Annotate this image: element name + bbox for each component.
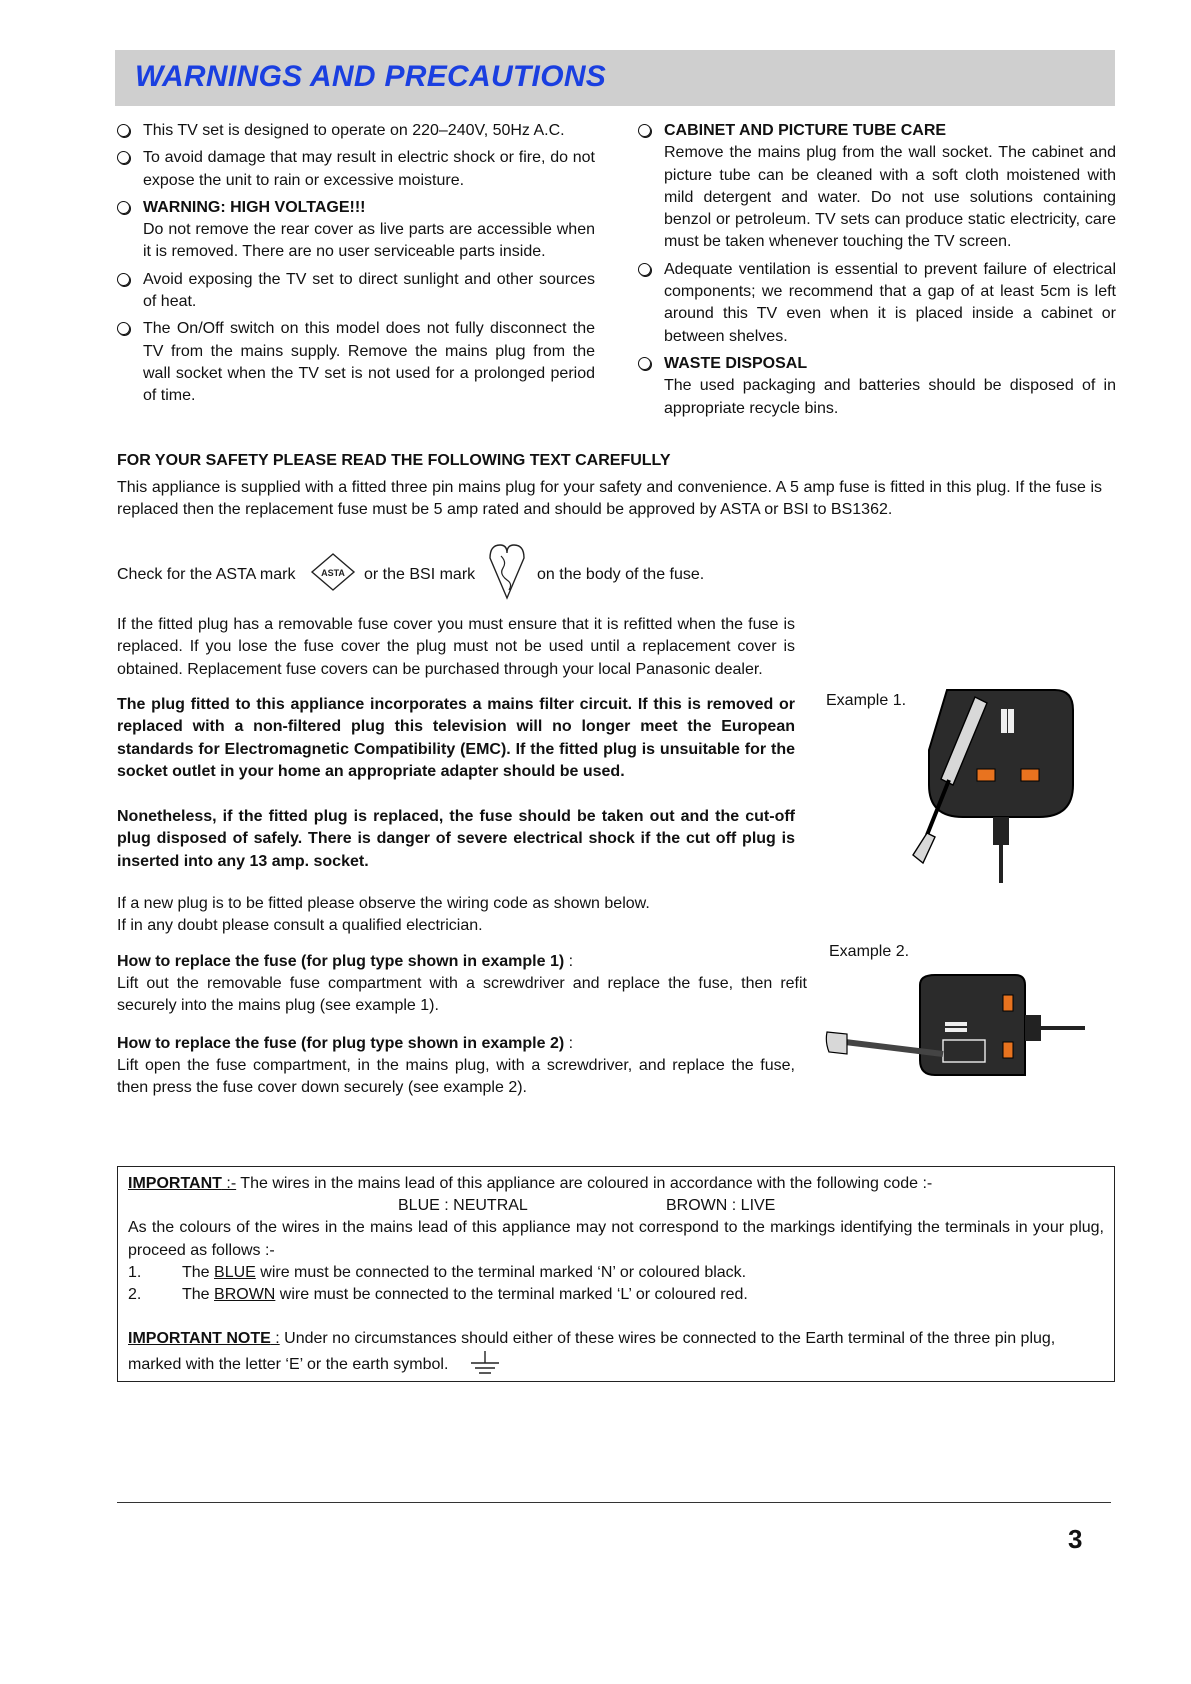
step-pre: The xyxy=(182,1286,215,1304)
bullet-circle-icon xyxy=(638,263,651,276)
how-to-2 xyxy=(117,1033,795,1055)
bullet-title: CABINET AND PICTURE TUBE CARE xyxy=(664,122,947,139)
check-asta-text: Check for the ASTA mark xyxy=(117,566,296,583)
bullet-item xyxy=(636,120,1116,254)
code-blue: BLUE : NEUTRAL xyxy=(398,1197,528,1215)
code-brown: BROWN : LIVE xyxy=(666,1197,776,1215)
step-number: 1. xyxy=(128,1263,142,1281)
bullet-text: Do not remove the rear cover as live parts are accessible when it is removed. There are no user serviceable parts inside. xyxy=(143,221,595,261)
how-to-2-colon: : xyxy=(564,1035,574,1052)
important-note-body: Under no circumstances should either of these wires be connected to the Earth terminal of the three pin plug, marked with the letter ‘E’ or the earth symbol. xyxy=(128,1330,1056,1373)
how-to-1 xyxy=(117,951,795,973)
bullet-title: WASTE DISPOSAL xyxy=(664,354,808,372)
step-pre: The xyxy=(182,1263,215,1281)
bullet-item xyxy=(115,318,595,407)
how-to-1-title: How to replace the fuse (for plug type shown in example 1) xyxy=(117,953,565,970)
safety-heading: FOR YOUR SAFETY PLEASE READ THE FOLLOWING TEXT CAREFULLY xyxy=(117,452,671,469)
example-1-plug-illustration xyxy=(905,685,1080,885)
bullet-circle-icon xyxy=(117,201,130,214)
important-label: IMPORTANT xyxy=(128,1175,222,1192)
wiring-step xyxy=(128,1262,1104,1284)
step-number: 2. xyxy=(128,1286,142,1304)
bullet-text: This TV set is designed to operate on 220–240V, 50Hz A.C. xyxy=(143,122,565,139)
bullet-text: The On/Off switch on this model does not fully disconnect the TV from the mains supply. Remove the mains plug from the wall socket when the TV set is not used for a prolonged period of time. xyxy=(143,320,595,405)
step-wire: BROWN xyxy=(214,1286,276,1304)
bullet-title: WARNING: HIGH VOLTAGE!!! xyxy=(143,198,366,216)
example-2-plug-illustration xyxy=(825,970,1090,1085)
wire-code-row xyxy=(128,1195,1104,1217)
fuse-cover-paragraph: If the fitted plug has a removable fuse cover you must ensure that it is refitted when the fuse is replaced. If you lose the fuse cover the plug must not be used until a replacement cover is obtained. Replacement fuse covers can be purchased through your local Panasonic dealer. xyxy=(117,616,795,678)
on-body-text: on the body of the fuse. xyxy=(537,566,705,583)
filter-warning: The plug fitted to this appliance incorporates a mains filter circuit. If this is removed or replaced with a non-filtered plug this television will no longer meet the European standards for Electromagnetic Compatibility (EMC). If the fitted plug is unsuitable for the socket outlet in your home an appropriate adapter should be used. xyxy=(117,696,795,780)
important-intro-line xyxy=(128,1173,1104,1195)
how-to-2-title: How to replace the fuse (for plug type shown in example 2) xyxy=(117,1035,565,1052)
example-1-label: Example 1. xyxy=(826,692,907,709)
bullet-circle-icon xyxy=(117,124,130,137)
step-wire: BLUE xyxy=(214,1263,256,1281)
earth-symbol-icon xyxy=(467,1351,503,1377)
bullet-item xyxy=(115,147,595,192)
how-to-1-colon: : xyxy=(564,953,574,970)
bullet-item xyxy=(115,197,595,264)
step-post: wire must be connected to the terminal marked ‘N’ or coloured black. xyxy=(255,1263,747,1281)
footer-divider xyxy=(117,1502,1111,1503)
new-plug-line-2: If in any doubt please consult a qualified electrician. xyxy=(117,917,483,934)
bullet-text: Remove the mains plug from the wall socket. The cabinet and picture tube can be cleaned with a soft cloth moistened with mild detergent and water. Do not use solutions containing benzol or petroleum. TV sets can produce static electricity, care must be taken whenever touching the TV screen. xyxy=(664,144,1116,251)
important-wiring-box xyxy=(117,1166,1115,1382)
svg-text:ASTA: ASTA xyxy=(321,568,345,578)
bullet-item xyxy=(636,353,1116,420)
bullet-item xyxy=(115,120,595,142)
new-plug-line-1: If a new plug is to be fitted please observe the wiring code as shown below. xyxy=(117,895,650,912)
left-bullet-list xyxy=(115,120,595,413)
important-note-sep: : xyxy=(270,1330,280,1348)
bullet-item xyxy=(636,259,1116,348)
how-to-2-text: Lift open the fuse compartment, in the mains plug, with a screwdriver, and replace the fuse, then press the fuse cover down securely (see example 2). xyxy=(117,1057,795,1097)
bullet-item xyxy=(115,269,595,314)
example-2-label: Example 2. xyxy=(829,943,910,960)
important-sep: :- xyxy=(221,1175,237,1192)
bullet-text: The used packaging and batteries should be disposed of in appropriate recycle bins. xyxy=(664,377,1116,417)
important-note-text: As the colours of the wires in the mains lead of this appliance may not correspond to the markings identifying the terminals in your plug, proceed as follows :- xyxy=(128,1219,1104,1259)
bullet-text: Avoid exposing the TV set to direct sunlight and other sources of heat. xyxy=(143,270,595,311)
step-post: wire must be connected to the terminal marked ‘L’ or coloured red. xyxy=(275,1286,748,1304)
bullet-text: Adequate ventilation is essential to prevent failure of electrical components; we recommend that a gap of at least 5cm is left around this TV even when it is placed inside a cabinet or between shelves. xyxy=(664,260,1116,345)
bullet-circle-icon xyxy=(117,322,130,335)
how-to-1-text: Lift out the removable fuse compartment with a screwdriver and replace the fuse, then refit securely into the mains plug (see example 1). xyxy=(117,975,807,1015)
bullet-circle-icon xyxy=(117,273,130,286)
page-number: 3 xyxy=(1068,1524,1083,1554)
safety-intro: This appliance is supplied with a fitted three pin mains plug for your safety and convenience. A 5 amp fuse is fitted in this plug. If the fuse is replaced then the replacement fuse must be 5 amp rated and should be approved by ASTA or BSI to BS1362. xyxy=(117,479,1102,519)
bullet-circle-icon xyxy=(638,124,651,137)
important-note-paragraph xyxy=(128,1328,1104,1376)
asta-mark-icon xyxy=(310,552,356,592)
bullet-circle-icon xyxy=(638,357,651,370)
important-note-label: IMPORTANT NOTE xyxy=(128,1330,271,1348)
wiring-step xyxy=(128,1284,1104,1306)
bullet-text: To avoid damage that may result in electric shock or fire, do not expose the unit to rain or excessive moisture. xyxy=(143,149,595,189)
important-intro: The wires in the mains lead of this appliance are coloured in accordance with the following code :- xyxy=(236,1175,933,1192)
bullet-circle-icon xyxy=(117,151,130,164)
or-bsi-text: or the BSI mark xyxy=(364,566,476,583)
page-title: WARNINGS AND PRECAUTIONS xyxy=(135,60,607,93)
bsi-kitemark-icon xyxy=(487,542,527,600)
cutoff-warning: Nonetheless, if the fitted plug is replaced, the fuse should be taken out and the cut-off plug disposed of safely. There is danger of severe electrical shock if the cut off plug is inserted into any 13 amp. socket. xyxy=(117,808,795,870)
right-bullet-list xyxy=(636,120,1116,425)
